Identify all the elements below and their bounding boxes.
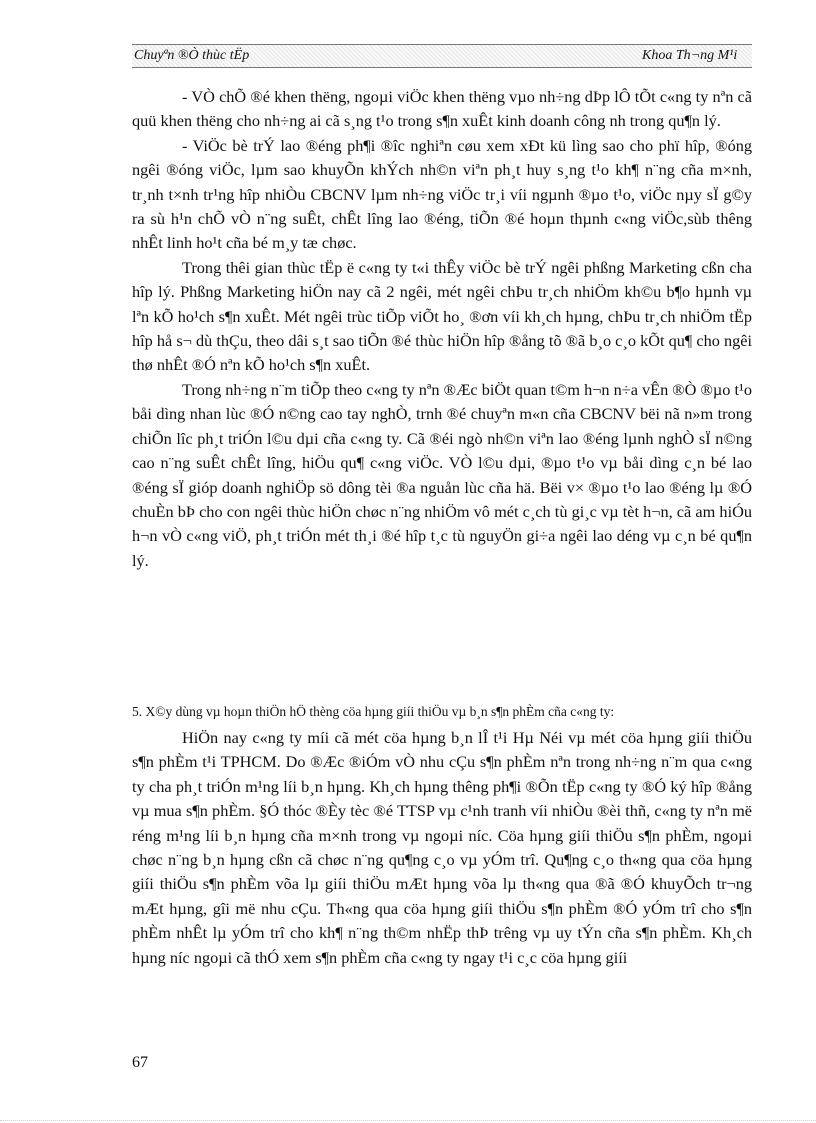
header-title: Chuyªn ®Ò thùc tËp (134, 48, 250, 63)
body-text (132, 85, 752, 573)
running-header (132, 44, 752, 68)
paragraph: - ViÖc bè trÝ lao ®éng ph¶i ®îc nghiªn cøu xem xÐt kü lìng sao cho phï hîp, ®óng ngêi ®óng viÖc, lµm sao khuyÕn khÝch nh©n viªn ph¸t huy s¸ng t¹o kh¶ n¨ng cña m×nh, tr¸nh t×nh tr¹ng hîp nhiÒu CBCNV lµm nh÷ng viÖc tr¸i víi ngµnh ®µo t¹o, viÖc nµy sÏ g©y ra sù h¹n chÕ vÒ n¨ng suÊt, chÊt lîng lao ®éng, tiÕn ®é hoµn thµnh c«ng viÖc,sùb thêng nhÊt linh ho¹t cña bé m¸y tæ chøc. (132, 135, 752, 253)
footer-divider (0, 1120, 816, 1121)
paragraph: - VÒ chÕ ®é khen thëng, ngoµi viÖc khen thëng vµo nh÷ng dÞp lÔ tÕt c«ng ty nªn cã quü khen thëng cho nh÷ng ai cã s¸ng t¹o trong s¶n xuÊt kinh doanh công nh trong qu¶n lý. (132, 87, 752, 131)
header-faculty: Khoa Th¬ng M¹i (642, 48, 738, 63)
paragraph: Trong thêi gian thùc tËp ë c«ng ty t«i thÊy viÖc bè trÝ ngêi phßng Marketing cßn cha hîp lý. Phßng Marketing hiÖn nay cã 2 ngêi, mét ngêi chÞu tr¸ch nhiÖm kh©u b¶o hµnh vµ lªn kÕ ho¹ch s¶n xuÊt. Mét ngêi trùc tiÕp viÕt ho¸ ®ơn víi kh¸ch hµng, chÞu tr¸ch nhiÖm tËp hîp hå s¬ dù thÇu, theo dâi s¸t sao tiÕn ®é thùc hiÖn hîp ®ång tõ ®ã b¸o c¸o kÕt qu¶ cho ngêi thø nhÊt ®Ó nªn kÕ ho¹ch s¶n xuÊt. (132, 257, 752, 375)
section-body (132, 726, 752, 970)
section-heading: 5. X©y dùng vµ hoµn thiÖn hÖ thèng cöa hµng giíi thiÖu vµ b¸n s¶n phÈm cña c«ng ty: (132, 704, 615, 719)
page-number: 67 (132, 1054, 148, 1071)
paragraph: Trong nh÷ng n¨m tiÕp theo c«ng ty nªn ®Æc biÖt quan t©m h¬n n÷a vÊn ®Ò ®µo t¹o båi dìng nhan lùc ®Ó n©ng cao tay nghÒ, trnh ®é chuyªn m«n cña CBCNV bëi nã n»m trong chiÕn lîc ph¸t triÓn l©u dµi cña c«ng ty. Cã ®éi ngò nh©n viªn lao ®éng lµnh nghÒ sÏ n©ng cao n¨ng suÊt chÊt lîng, hiÖu qu¶ c«ng viÖc. VÒ l©u dµi, ®µo t¹o vµ båi dìng c¸n bé lao ®éng sÏ gióp doanh nghiÖp sö dông tèi ®a nguån lùc cña hä. Bëi v× ®µo t¹o lao ®éng lµ ®Ó chuÈn bÞ cho con ngêi thùc hiÖn chøc n¨ng nhiÖm vô mét c¸ch tù gi¸c vµ tèt h¬n, cã am hiÓu h¬n vÒ c«ng viÖ, ph¸t triÓn mét th¸i ®é hîp t¸c tù nguyÖn gi÷a ngêi lao déng vµ c¸n bé qu¶n lý. (132, 379, 752, 570)
paragraph: HiÖn nay c«ng ty míi cã mét cöa hµng b¸n lÎ t¹i Hµ Néi vµ mét cöa hµng giíi thiÖu s¶n phÈm t¹i TPHCM. Do ®Æc ®iÓm vÒ nhu cÇu s¶n phÈm nªn trong nh÷ng n¨m qua c«ng ty cha ph¸t triÓn m¹ng líi b¸n hµng. Kh¸ch hµng thêng ph¶i ®Õn tËp c«ng ty ®Ó ký hîp ®ång vµ mua s¶n phÈm. §Ó thóc ®Èy tèc ®é TTSP vµ c¹nh tranh víi nhiÒu ®èi thñ, c«ng ty nªn më réng m¹ng líi b¸n hµng cña m×nh trong vµ ngoµi níc. Cöa hµng giíi thiÖu s¶n phÈm, ngoµi chøc n¨ng b¸n hµng cßn cã chøc n¨ng qu¶ng c¸o vµ yÓm trî. Qu¶ng c¸o th«ng qua cöa hµng giíi thiÖu s¶n phÈm võa lµ giíi thiÖu mÆt hµng võa lµ th«ng qua ®ã ®Ó khuyÕch tr¬ng mÆt hµng, gîi më nhu cÇu. Th«ng qua cöa hµng giíi thiÖu s¶n phÈm ®Ó yÓm trî cho s¶n phÈm nhÊt lµ yÓm trî cho kh¶ n¨ng th©m nhËp thÞ trêng vµ uy tÝn cña s¶n phÈm. Kh¸ch hµng níc ngoµi cã thÓ xem s¶n phÈm cña c«ng ty ngay t¹i c¸c cöa hµng giíi (132, 728, 752, 967)
